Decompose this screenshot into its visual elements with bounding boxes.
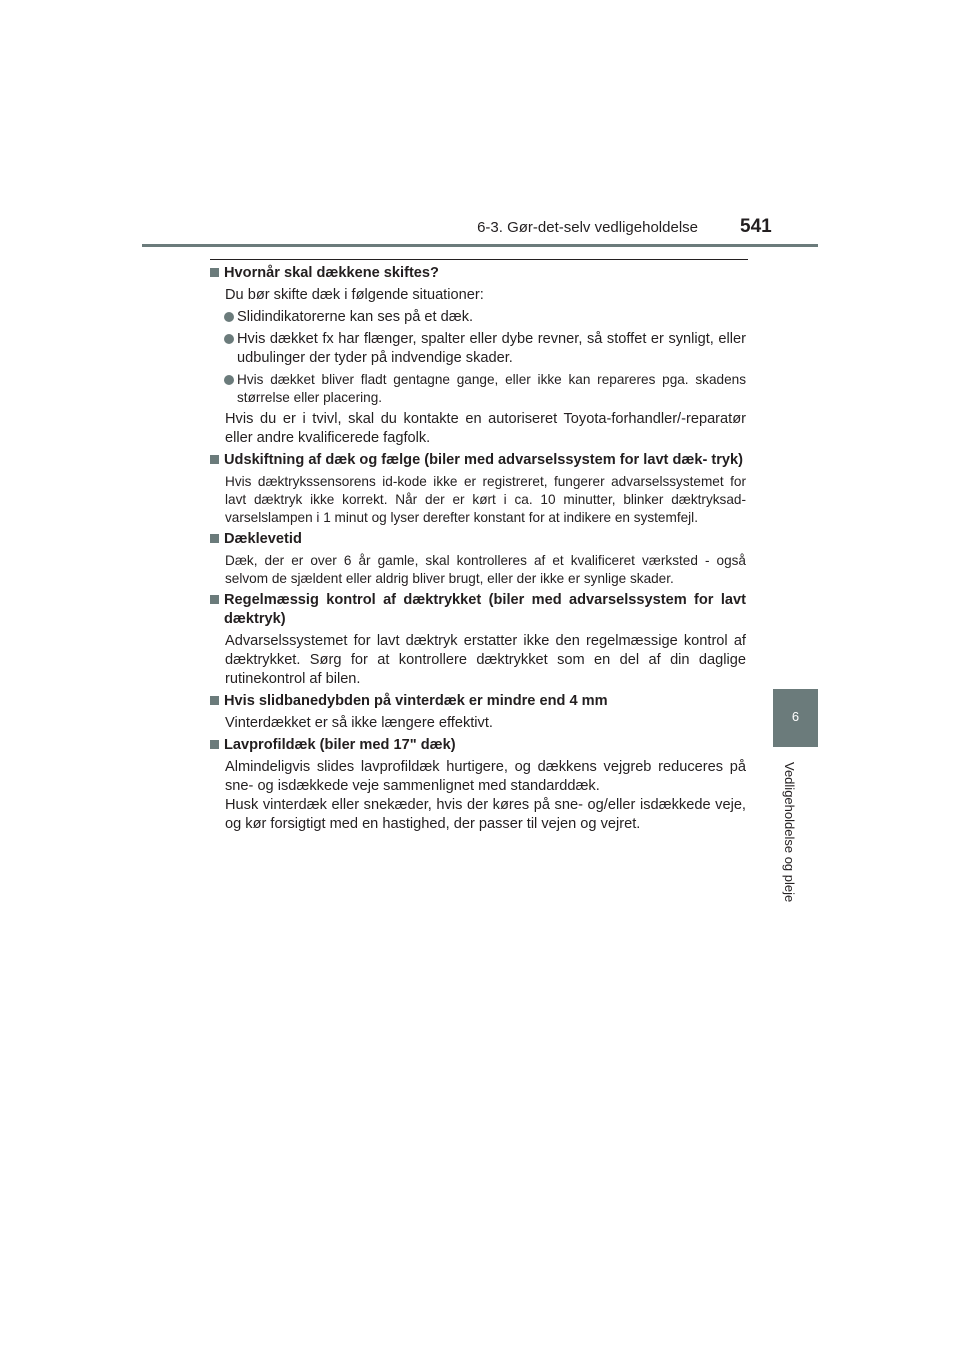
list-item: Hvis dækket fx har flænger, spalter eller dybe revner, så stoffet er synligt, eller udbulinger der tyder på indvendige skader. <box>210 330 746 368</box>
chapter-label <box>782 762 807 922</box>
square-bullet-icon <box>210 595 219 604</box>
section-heading: Regelmæssig kontrol af dæktrykket (biler med advarselssystem for lavt dæktryk) <box>210 591 746 629</box>
section-pressure-check <box>210 591 746 689</box>
chapter-number: 6 <box>791 709 800 724</box>
list-item: Slidindikatorerne kan ses på et dæk. <box>210 308 746 327</box>
section-tire-wheel-replacement <box>210 451 746 527</box>
circle-bullet-icon <box>224 375 234 385</box>
paragraph: Du bør skifte dæk i følgende situationer: <box>225 287 484 303</box>
section-tire-replacement-when <box>210 264 746 448</box>
square-bullet-icon <box>210 455 219 464</box>
circle-bullet-icon <box>224 312 234 322</box>
list-item: Hvis dækket bliver fladt gentagne gange, eller ikke kan repareres pga. skadens størrelse eller placering. <box>210 371 746 407</box>
section-heading: Hvornår skal dækkene skiftes? <box>210 264 746 283</box>
paragraph: Vinterdækket er så ikke længere effektivt. <box>225 715 493 731</box>
page-content <box>210 264 746 837</box>
square-bullet-icon <box>210 696 219 705</box>
section-winter-tread-depth <box>210 692 746 733</box>
section-low-profile-tires <box>210 736 746 834</box>
square-bullet-icon <box>210 740 219 749</box>
content-top-rule <box>210 259 748 260</box>
page-number: 541 <box>740 216 772 237</box>
paragraph: Husk vinterdæk eller snekæder, hvis der køres på sne- og/eller isdækkede veje, og kør forsigtigt med en hastighed, der passer til vejen og vejret. <box>225 797 746 832</box>
header-rule <box>142 244 818 247</box>
paragraph: Dæk, der er over 6 år gamle, skal kontrolleres af et kvalificeret værksted - også selvom de sjældent eller aldrig bliver brugt, eller der ikke er synlige skader. <box>225 553 746 586</box>
section-heading: Udskiftning af dæk og fælge (biler med advarselssystem for lavt dæk- tryk) <box>210 451 746 470</box>
section-heading: Dæklevetid <box>210 530 746 549</box>
header-section-title: 6-3. Gør-det-selv vedligeholdelse <box>477 219 698 236</box>
square-bullet-icon <box>210 534 219 543</box>
section-tire-lifetime <box>210 530 746 588</box>
paragraph: Almindeligvis slides lavprofildæk hurtigere, og dækkens vejgreb reduceres på sne- og isdækkede veje sammenlignet med standarddæk. <box>225 759 746 794</box>
circle-bullet-icon <box>224 334 234 344</box>
section-heading: Lavprofildæk (biler med 17" dæk) <box>210 736 746 755</box>
paragraph: Hvis du er i tvivl, skal du kontakte en autoriseret Toyota-forhandler/-reparatør eller andre kvalificerede fagfolk. <box>225 411 746 446</box>
paragraph: Advarselssystemet for lavt dæktryk erstatter ikke den regelmæssige kontrol af dæktrykket. Sørg for at kontrollere dæktrykket som en del af din daglige rutinekontrol af bilen. <box>225 633 746 687</box>
square-bullet-icon <box>210 268 219 277</box>
paragraph: Hvis dæktrykssensorens id-kode ikke er registreret, fungerer advarselssystemet for lavt dæktryk ikke korrekt. Når der er kørt i ca. 10 minutter, blinker dæktryksad- varselslampen i 1 minut og lyser derefter konstant for at indikere en systemfejl. <box>225 474 746 525</box>
chapter-tab <box>773 689 818 747</box>
section-heading: Hvis slidbanedybden på vinterdæk er mindre end 4 mm <box>210 692 746 711</box>
chapter-label-text: Vedligeholdelse og pleje <box>782 762 797 903</box>
